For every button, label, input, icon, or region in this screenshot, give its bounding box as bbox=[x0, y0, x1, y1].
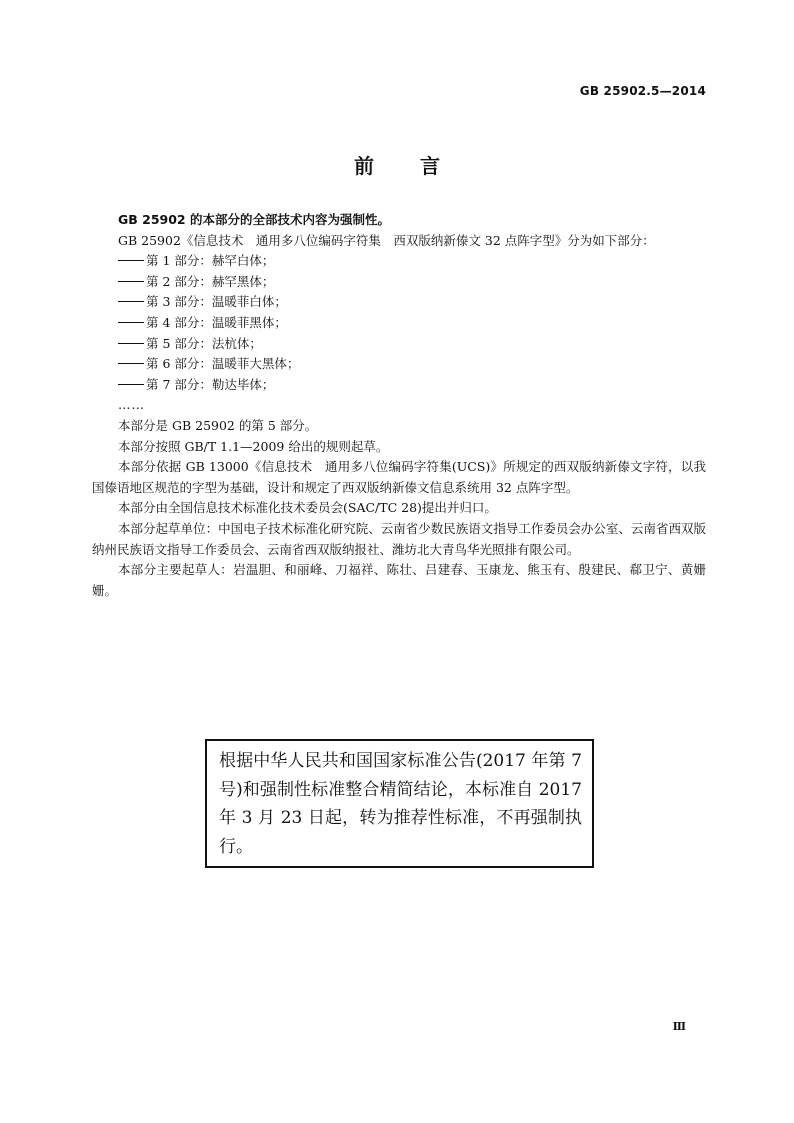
list-item-text: 第 6 部分：温暖菲大黑体； bbox=[146, 356, 300, 372]
drafting-units: 本部分起草单位：中国电子技术标准化研究院、云南省少数民族语文指导工作委员会办公室、云南省西双版纳州民族语文指导工作委员会、云南省西双版纳报社、潍坊北大青鸟华光照排有限公司。 bbox=[92, 520, 706, 557]
em-dash-mark bbox=[118, 260, 144, 261]
list-item bbox=[92, 354, 706, 375]
parts-intro: GB 25902《信息技术 通用多八位编码字符集 西双版纳新傣文 32 点阵字型》分为如下部分： bbox=[118, 232, 655, 248]
list-item bbox=[92, 334, 706, 355]
list-item-text: 第 4 部分：温暖菲黑体； bbox=[146, 314, 287, 330]
notice-box: 根据中华人民共和国国家标准公告(2017 年第 7 号)和强制性标准整合精简结论，本标准自 2017 年 3 月 23 日起，转为推荐性标准，不再强制执行。 bbox=[205, 739, 594, 868]
standard-number: GB 25902.5—2014 bbox=[579, 84, 706, 98]
proposed-by: 本部分由全国信息技术标准化技术委员会(SAC/TC 28)提出并归口。 bbox=[118, 500, 497, 516]
page-number: Ⅲ bbox=[672, 1020, 686, 1033]
list-item-text: 第 1 部分：赫罕白体； bbox=[146, 253, 275, 269]
list-item bbox=[92, 292, 706, 313]
page-title: 前言 bbox=[354, 154, 486, 178]
list-item-text: 第 3 部分：温暖菲白体； bbox=[146, 294, 287, 310]
list-item bbox=[92, 313, 706, 334]
basis-paragraph: 本部分依据 GB 13000《信息技术 通用多八位编码字符集(UCS)》所规定的西双版纳新傣文字符，以我国傣语地区规范的字型为基础，设计和规定了西双版纳新傣文信息系统用 32 点阵字型。 bbox=[92, 459, 706, 495]
mandatory-statement: GB 25902 的本部分的全部技术内容为强制性。 bbox=[118, 212, 390, 227]
list-item-text: 第 5 部分：法杭体； bbox=[146, 335, 262, 351]
drafting-rules: 本部分按照 GB/T 1.1—2009 给出的规则起草。 bbox=[118, 438, 389, 454]
list-item bbox=[92, 272, 706, 293]
em-dash-mark bbox=[118, 384, 144, 385]
em-dash-mark bbox=[118, 363, 144, 364]
em-dash-mark bbox=[118, 322, 144, 323]
em-dash-mark bbox=[118, 281, 144, 282]
em-dash-mark bbox=[118, 301, 144, 302]
foreword-body bbox=[92, 210, 706, 601]
drafters: 本部分主要起草人：岩温胆、和丽峰、刀福祥、陈壮、吕建春、玉康龙、熊玉有、殷建民、郗卫宁、黄姗姗。 bbox=[92, 562, 706, 598]
part-of-statement: 本部分是 GB 25902 的第 5 部分。 bbox=[118, 417, 318, 433]
em-dash-mark bbox=[118, 343, 144, 344]
list-ellipsis: …… bbox=[118, 397, 145, 413]
list-item bbox=[92, 251, 706, 272]
list-item-text: 第 7 部分：勒达毕体； bbox=[146, 376, 275, 392]
list-item-text: 第 2 部分：赫罕黑体； bbox=[146, 273, 275, 289]
list-item bbox=[92, 375, 706, 396]
